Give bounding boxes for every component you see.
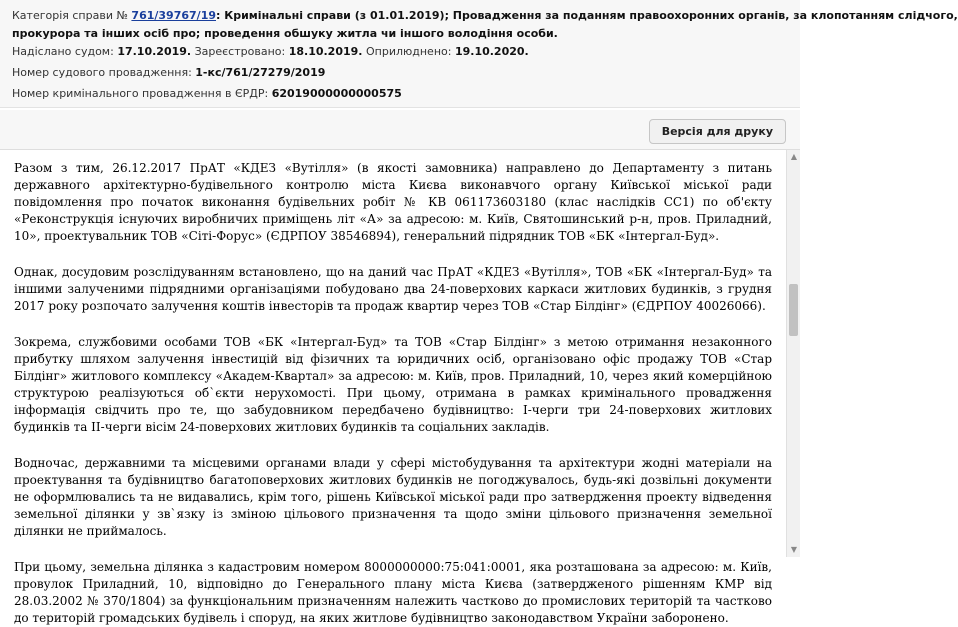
paragraph: Водночас, державними та місцевими органами влади у сфері містобудування та архітектури жодні матеріали на проектування та будівництво багатоповерхових житлових будинків не погоджувалось, будь-які дозвільні документи не оформлювались та не видавались, крім того, рішень Київської міської ради про затвердження проекту відведення земельної ділянки у зв`язку із зміною цільового призначення та щодо зміни цільового призначення земельної ділянки не приймалось. xyxy=(14,456,772,538)
court-proceeding-line xyxy=(12,64,788,82)
published-date: 19.10.2020. xyxy=(454,45,529,58)
vertical-scrollbar[interactable] xyxy=(786,150,800,557)
category-label: Категорія справи № xyxy=(12,9,128,22)
paragraph: Однак, досудовим розслідуванням встановлено, що на даний час ПрАТ «КДЕЗ «Вутілля», ТОВ «БК «Інтергал-Буд» та іншими залученими підрядними організаціями побудовано два 24-поверхових каркаси житлових будинків, з грудня 2017 року розпочато залучення коштів інвесторів та продаж квартир через ТОВ «Стар Білдінг» (ЄДРПОУ 40026066). xyxy=(14,265,772,313)
court-proc-value: 1-кс/761/27279/2019 xyxy=(195,66,326,79)
sent-date: 17.10.2019. xyxy=(117,45,192,58)
paragraph: При цьому, земельна ділянка з кадастровим номером 8000000000:75:041:0001, яка розташована за адресою: м. Київ, провулок Приладний, 10, відповідно до Генерального плану міста Києва (затвердженого рішенням КМР від 28.03.2002 № 370/1804) за функціональним призначенням належить частково до промислових територій та частково до територій громадських будівель і споруд, на яких житлове будівництво законодавством України заборонено. xyxy=(14,560,772,625)
case-number-link[interactable]: 761/39767/19 xyxy=(131,9,216,22)
category-text-2: прокурора та інших осіб про; проведення обшуку житла чи іншого володіння особи. xyxy=(12,27,558,40)
case-metadata-panel xyxy=(0,0,958,108)
category-text: : Кримінальні справи (з 01.01.2019); Провадження за поданням правоохоронних органів, за клопотанням слідчого, xyxy=(216,9,958,22)
paragraph: Разом з тим, 26.12.2017 ПрАТ «КДЕЗ «Вутілля» (в якості замовника) направлено до Департаменту з питань державного архітектурно-будівельного контролю міста Києва виконавчого органу Київської міської ради повідомлення про початок виконання будівельних робіт № КВ 061173603180 (клас наслідків СС1) по об'єкту «Реконструкція існуючих виробничих приміщень літ «А» за адресою: м. Київ, Святошинський р-н, пров. Приладний, 10», проектувальник ТОВ «Сіті-Форус» (ЄДРПОУ 38546894), генеральний підрядник ТОВ «БК «Інтергал-Буд». xyxy=(14,161,772,243)
criminal-proceeding-line xyxy=(12,85,788,103)
scroll-down-arrow-icon[interactable]: ▼ xyxy=(790,545,798,554)
dates-line xyxy=(12,43,788,61)
paragraph: Зокрема, службовими особами ТОВ «БК «Інтергал-Буд» та ТОВ «Стар Білдінг» з метою отримання незаконного прибутку шляхом залучення інвестицій від фізичних та юридичних осіб, організовано офіс продажу ТОВ «Стар Білдінг» житлового комплексу «Академ-Квартал» за адресою: м. Київ, пров. Приладний, 10, через який комерційною структурою реалізуються об`єкти нерухомості. При цьому, отримана в рамках кримінального провадження інформація свідчить про те, що забудовником передбачено будівництво: І-черги три 24-поверхових житлових будинків та ІІ-черги вісім 24-поверхових житлових будинків та соціальних закладів. xyxy=(14,335,772,434)
case-category-line xyxy=(12,7,958,25)
case-category-line-2 xyxy=(12,25,788,43)
scroll-up-arrow-icon[interactable]: ▲ xyxy=(790,152,798,161)
document-toolbar xyxy=(0,110,800,150)
document-text xyxy=(0,150,786,625)
criminal-proc-value: 62019000000000575 xyxy=(271,87,402,100)
sent-label: Надіслано судом: xyxy=(12,45,114,58)
print-version-button[interactable]: Версія для друку xyxy=(649,119,786,144)
published-label: Оприлюднено: xyxy=(365,45,452,58)
scroll-thumb[interactable] xyxy=(789,284,798,336)
court-proc-label: Номер судового провадження: xyxy=(12,66,192,79)
registered-label: Зареєстровано: xyxy=(194,45,286,58)
criminal-proc-label: Номер кримінального провадження в ЄРДР: xyxy=(12,87,269,100)
registered-date: 18.10.2019. xyxy=(288,45,363,58)
